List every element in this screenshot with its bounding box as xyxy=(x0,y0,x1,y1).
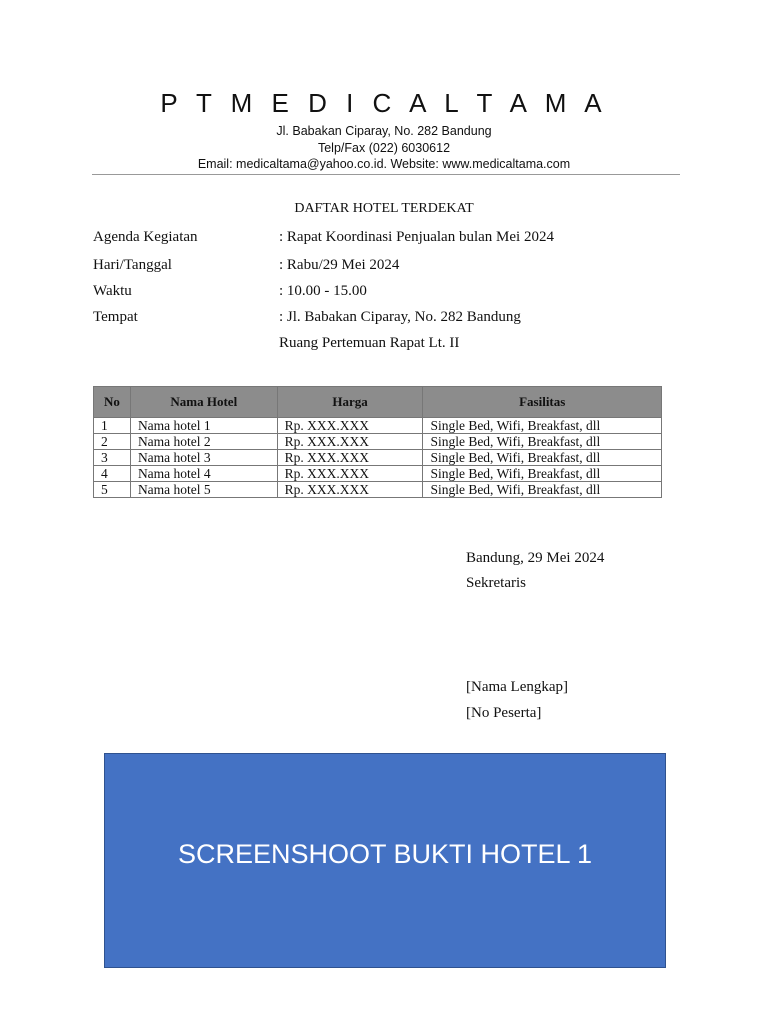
cell-harga: Rp. XXX.XXX xyxy=(277,482,423,498)
info-label: Tempat xyxy=(93,309,138,325)
cell-fasilitas: Single Bed, Wifi, Breakfast, dll xyxy=(423,482,662,498)
table-row xyxy=(94,418,662,434)
table-row xyxy=(94,434,662,450)
signature-role: Sekretaris xyxy=(466,575,526,591)
info-value-extra: Ruang Pertemuan Rapat Lt. II xyxy=(279,335,460,351)
cell-harga: Rp. XXX.XXX xyxy=(277,466,423,482)
cell-no: 2 xyxy=(94,434,131,450)
header-divider xyxy=(92,174,680,175)
cell-harga: Rp. XXX.XXX xyxy=(277,418,423,434)
signature-place-date: Bandung, 29 Mei 2024 xyxy=(466,550,605,566)
table-row xyxy=(94,450,662,466)
cell-harga: Rp. XXX.XXX xyxy=(277,434,423,450)
hotel-table xyxy=(93,386,662,498)
cell-nama-hotel: Nama hotel 5 xyxy=(130,482,277,498)
table-header-row xyxy=(94,387,662,418)
cell-fasilitas: Single Bed, Wifi, Breakfast, dll xyxy=(423,434,662,450)
header-harga: Harga xyxy=(277,387,423,418)
info-value: : Rabu/29 Mei 2024 xyxy=(279,257,400,273)
document-title: DAFTAR HOTEL TERDEKAT xyxy=(294,201,474,216)
info-value: : Rapat Koordinasi Penjualan bulan Mei 2024 xyxy=(279,229,554,245)
table-row xyxy=(94,466,662,482)
cell-nama-hotel: Nama hotel 1 xyxy=(130,418,277,434)
table-row xyxy=(94,482,662,498)
cell-no: 4 xyxy=(94,466,131,482)
cell-no: 3 xyxy=(94,450,131,466)
cell-nama-hotel: Nama hotel 3 xyxy=(130,450,277,466)
info-label: Agenda Kegiatan xyxy=(93,229,198,245)
header-no: No xyxy=(94,387,131,418)
cell-nama-hotel: Nama hotel 2 xyxy=(130,434,277,450)
signature-id: [No Peserta] xyxy=(466,705,542,721)
info-label: Waktu xyxy=(93,283,132,299)
signature-name: [Nama Lengkap] xyxy=(466,679,569,695)
screenshot-placeholder-label: SCREENSHOOT BUKTI HOTEL 1 xyxy=(177,839,593,869)
cell-fasilitas: Single Bed, Wifi, Breakfast, dll xyxy=(423,466,662,482)
cell-fasilitas: Single Bed, Wifi, Breakfast, dll xyxy=(423,418,662,434)
header-nama-hotel: Nama Hotel xyxy=(130,387,277,418)
company-address: Jl. Babakan Ciparay, No. 282 Bandung xyxy=(276,124,492,138)
info-value: : Jl. Babakan Ciparay, No. 282 Bandung xyxy=(279,309,521,325)
cell-harga: Rp. XXX.XXX xyxy=(277,450,423,466)
cell-no: 5 xyxy=(94,482,131,498)
company-phone: Telp/Fax (022) 6030612 xyxy=(317,141,451,155)
cell-fasilitas: Single Bed, Wifi, Breakfast, dll xyxy=(423,450,662,466)
info-label: Hari/Tanggal xyxy=(93,257,172,273)
company-name: P T M E D I C A L T A M A xyxy=(160,88,608,118)
company-contact: Email: medicaltama@yahoo.co.id. Website: www.medicaltama.com xyxy=(197,157,571,171)
screenshot-placeholder-box xyxy=(104,753,666,968)
info-value: : 10.00 - 15.00 xyxy=(279,283,367,299)
header-fasilitas: Fasilitas xyxy=(423,387,662,418)
cell-nama-hotel: Nama hotel 4 xyxy=(130,466,277,482)
cell-no: 1 xyxy=(94,418,131,434)
